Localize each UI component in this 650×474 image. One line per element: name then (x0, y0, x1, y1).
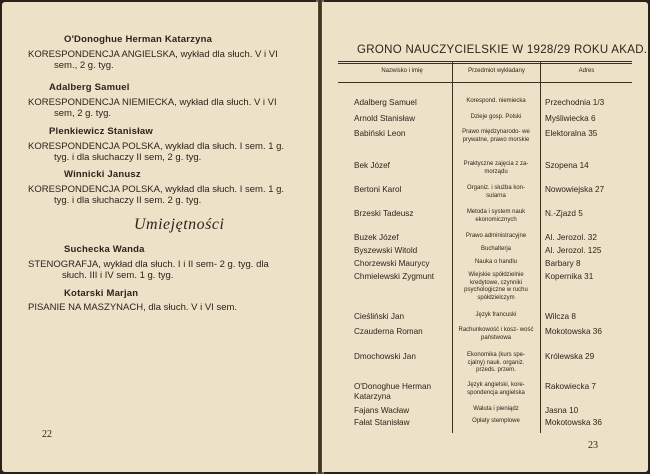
column-divider (540, 61, 541, 433)
description-line: STENOGRAFJA, wykład dla słuch. I i II sem- 2 g. tyg. dla (28, 259, 269, 270)
teacher-name: Babiński Leon (354, 129, 406, 138)
teacher-name: Bertoni Karol (354, 185, 402, 194)
course-description (28, 302, 296, 313)
description-line: KORESPONDENCJA ANGIELSKA, wykład dla słuch. V i VI (28, 49, 278, 60)
teacher-name: Fajans Wacław (354, 406, 410, 415)
subject: Korespond. niemiecka (466, 98, 526, 104)
subject: Dzieje gosp. Polski (470, 114, 522, 120)
course-description (28, 97, 296, 119)
page-number: 22 (42, 429, 52, 440)
right-page (322, 2, 648, 472)
address: Kopernika 31 (545, 272, 594, 281)
teacher-name: O'Donoghue Herman Katarzyna (354, 382, 432, 401)
subject: Ekonomika (kurs spe- cjalny) nauk. organiz. przeds. przem. (466, 352, 526, 373)
address: N.-Zjazd 5 (545, 209, 583, 218)
description-line: sem, 2 g. tyg. (54, 108, 112, 119)
address: Elektoralna 35 (545, 129, 598, 138)
course-description (28, 141, 296, 163)
teacher-name: Buzek Józef (354, 233, 399, 242)
description-line: tyg. i dla słuchaczy II sem. 2 g. tyg. (54, 195, 202, 206)
subject: Prawo administracyjne (465, 233, 527, 239)
section-heading: Umiejętności (134, 216, 225, 233)
table-title: GRONO NAUCZYCIELSKIE W 1928/29 ROKU AKAD. (357, 44, 648, 56)
address: Mokotowska 36 (545, 327, 602, 336)
teacher-name: Adalberg Samuel (354, 98, 417, 107)
teacher-name: Brzeski Tadeusz (354, 209, 414, 218)
description-line: KORESPONDENCJA NIEMIECKA, wykład dla słuch. V i VI (28, 97, 277, 108)
subject: Rachunkowość i kosz- wość państwowa (458, 327, 534, 341)
subject: Praktyczne zajęcia z za- morządu (463, 161, 529, 175)
lecturer-name: Suchecka Wanda (64, 244, 145, 255)
subject: Wiejskie spółdzielnie kredytowe, czynniki psychologiczne w ruchu spółdzielczym (464, 272, 528, 301)
subject: Organiz. i służba kon- sularna (466, 185, 526, 199)
description-line: sem., 2 g. tyg. (54, 60, 114, 71)
subject: Waluta i pieniądz (473, 406, 519, 412)
address: Przechodnia 1/3 (545, 98, 605, 107)
teacher-name: Arnold Stanisław (354, 114, 415, 123)
address: Szopena 14 (545, 161, 589, 170)
address: Jasna 10 (545, 406, 579, 415)
subject: Metoda i system nauk ekonomicznych (466, 209, 526, 223)
teacher-name: Czauderna Roman (354, 327, 423, 336)
teacher-name: Chorzewski Maurycy (354, 259, 430, 268)
table-top-rule (338, 61, 632, 62)
lecturer-name: Kotarski Marjan (64, 288, 139, 299)
address: Al. Jerozol. 32 (545, 233, 597, 242)
lecturer-name: O'Donoghue Herman Katarzyna (64, 34, 213, 45)
course-description (28, 184, 296, 206)
teacher-name: Bek Józef (354, 161, 390, 170)
column-divider (452, 61, 453, 433)
address: Barbary 8 (545, 259, 581, 268)
column-header-name: Nazwisko i imię (381, 68, 423, 74)
left-page (2, 2, 318, 472)
description-line: KORESPONDENCJA POLSKA, wykład dla słuch. I sem. 1 g. (28, 141, 285, 152)
subject: Prawo międzynarodo- we prywatne, prawo morskie (462, 129, 530, 143)
subject: Nauka o handlu (474, 259, 518, 265)
subject: Język angielski, kore- spondencja angielska (467, 382, 525, 396)
description-line: PISANIE NA MASZYNACH, dla słuch. V i VI sem. (28, 302, 238, 313)
address: Rakowiecka 7 (545, 382, 596, 391)
description-line: słuch. III i IV sem. 1 g. tyg. (62, 270, 174, 281)
teacher-name: Fałat Stanisław (354, 418, 410, 427)
subject: Język francuski (475, 312, 517, 318)
address: Królewska 29 (545, 352, 595, 361)
lecturer-name: Plenkiewicz Stanisław (49, 126, 153, 137)
address: Mokotowska 36 (545, 418, 602, 427)
course-description (28, 259, 296, 281)
lecturer-name: Adalberg Samuel (49, 82, 130, 93)
subject: Buchalterja (480, 246, 512, 252)
address: Al. Jerozol. 125 (545, 246, 602, 255)
description-line: tyg. i dla słuchaczy II sem, 2 g. tyg. (54, 152, 202, 163)
address: Myśliwiecka 6 (545, 114, 596, 123)
address: Wilcza 8 (545, 312, 576, 321)
address: Nowowiejska 27 (545, 185, 605, 194)
teacher-name: Dmochowski Jan (354, 352, 416, 361)
teacher-name: Cieśliński Jan (354, 312, 405, 321)
column-header-address: Adres (578, 68, 595, 74)
lecturer-name: Winnicki Janusz (64, 169, 141, 180)
teacher-name: Chmielewski Zygmunt (354, 272, 435, 281)
column-header-subject: Przedmiot wykładany (468, 68, 525, 74)
page-number: 23 (588, 440, 598, 451)
subject: Opłaty stemplowe (472, 418, 520, 424)
table-top-rule (338, 63, 632, 64)
description-line: KORESPONDENCJA POLSKA, wykład dla słuch. I sem. 1 g. (28, 184, 285, 195)
teacher-name: Byszewski Witold (354, 246, 418, 255)
course-description (28, 49, 296, 71)
table-header-rule (338, 82, 632, 83)
